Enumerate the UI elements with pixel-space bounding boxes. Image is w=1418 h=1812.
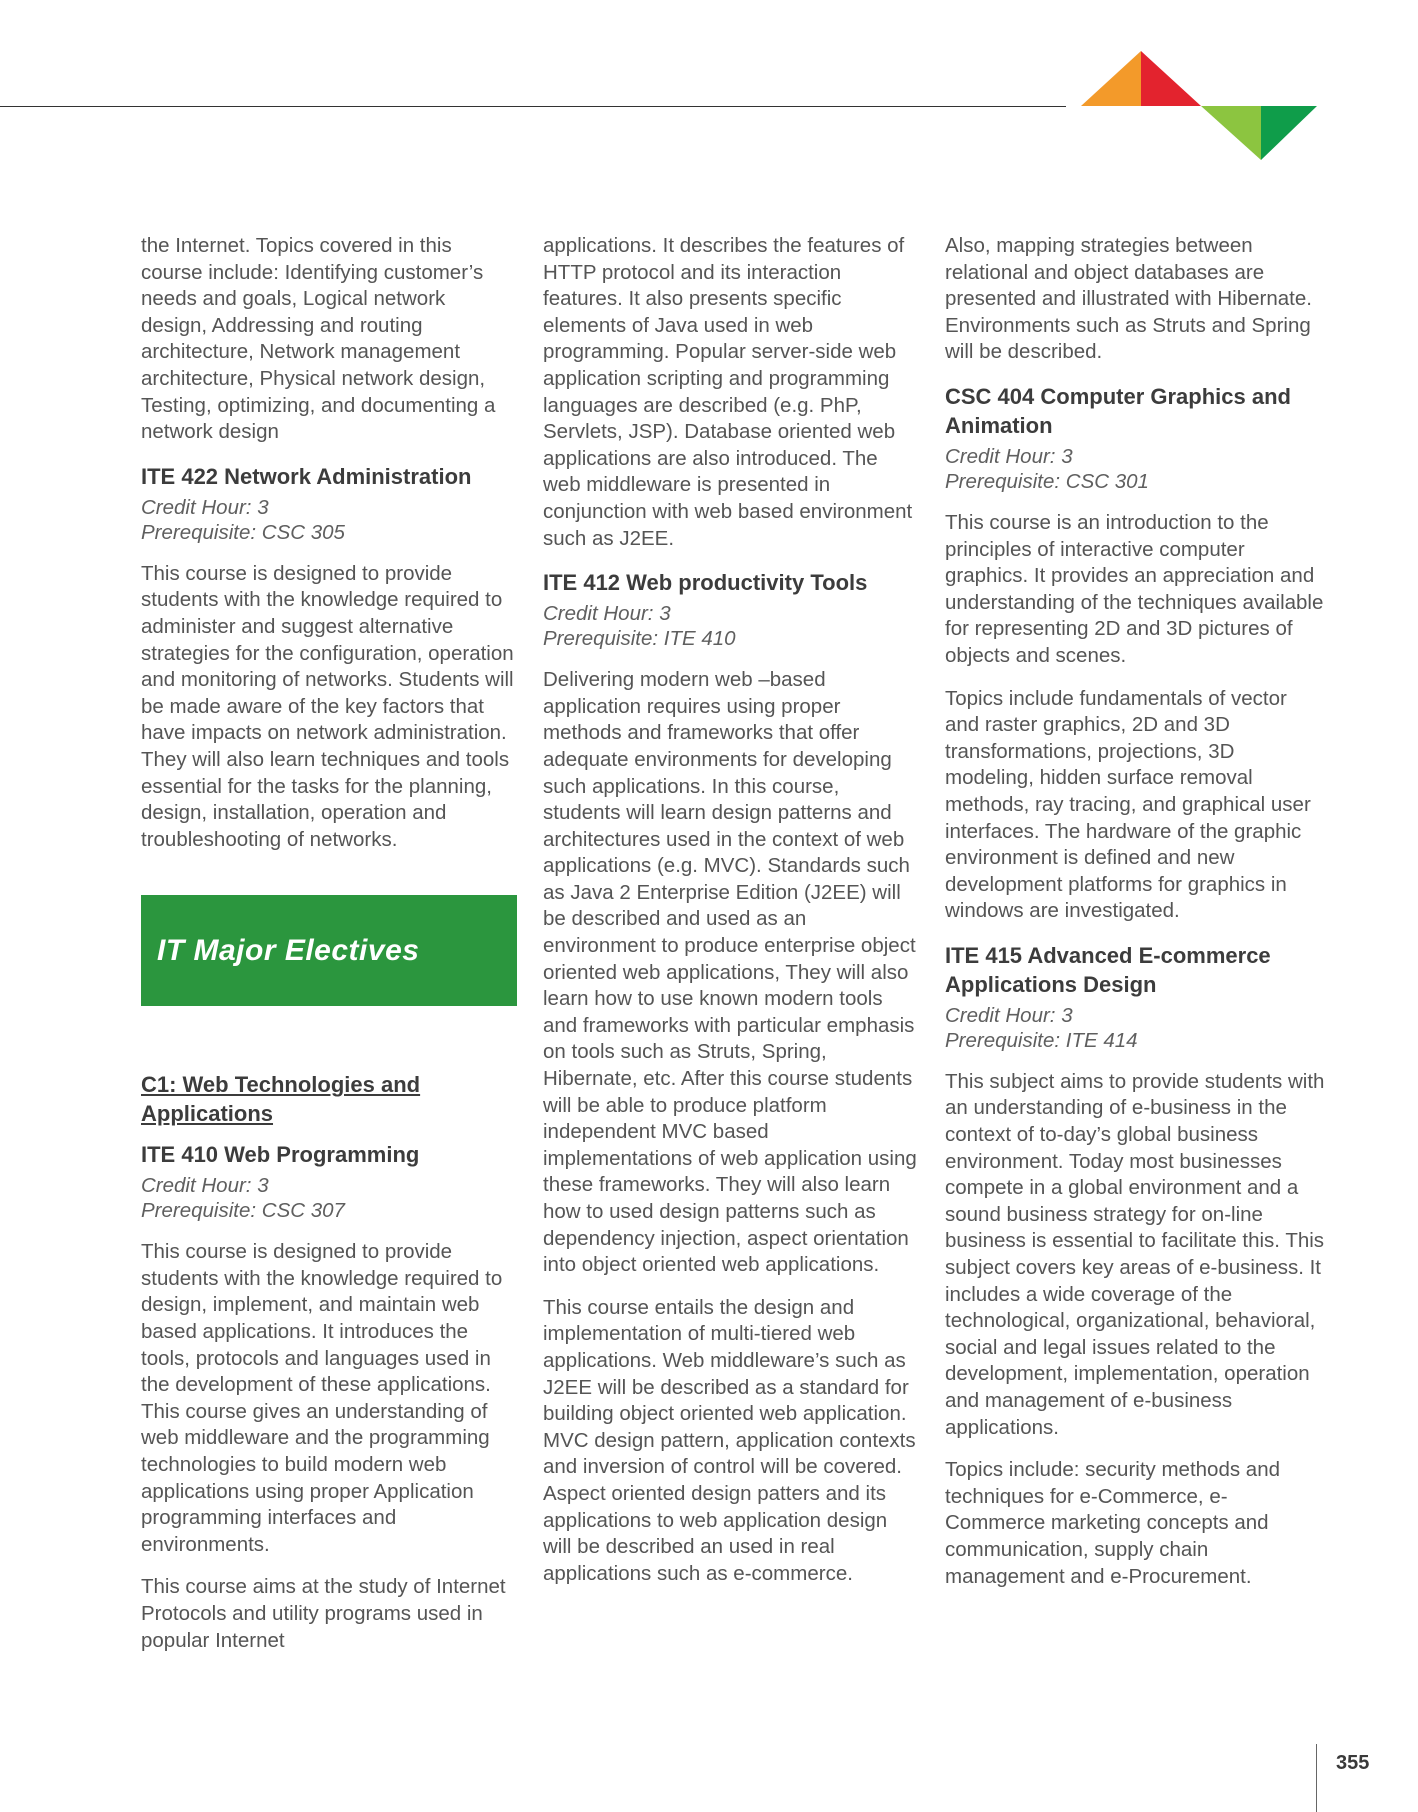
ite422-title: ITE 422 Network Administration [141, 463, 472, 489]
ite415-credit: Credit Hour: 3 [945, 1003, 1073, 1027]
csc404-credit: Credit Hour: 3 [945, 444, 1073, 468]
ite410-prereq: Prerequisite: CSC 307 [141, 1199, 345, 1223]
ite412-credit: Credit Hour: 3 [543, 602, 671, 626]
column-3 [945, 233, 1325, 1606]
column-1 [141, 233, 517, 1670]
csc404-prereq: Prerequisite: CSC 301 [945, 469, 1149, 493]
ite412-prereq: Prerequisite: ITE 410 [543, 627, 736, 651]
ite422-prereq: Prerequisite: CSC 305 [141, 520, 345, 544]
ite410-description-2: This course aims at the study of Internet Protocols and utility programs used in popular Internet [141, 1575, 506, 1652]
csc404-description-2: Topics include fundamentals of vector and raster graphics, 2D and 3D transformations, projections, 3D modeling, hidden surface removal methods, ray tracing, and graphical user interfaces. The hardware of the graphic environment is defined and new development platforms for graphics in windows are investigated. [945, 686, 1311, 923]
section-title: C1: Web Technologies and Applications [141, 1072, 421, 1127]
col2-intro-paragraph: applications. It describes the features of HTTP protocol and its interaction features. It also presents specific elements of Java used in web programming. Popular server-side web application scripting and programming languages are described (e.g. PhP, Servlets, JSP). Database oriented web applications are also introduced. The web middleware is presented in conjunction with web based environment such as J2EE. [543, 234, 913, 550]
ite410-title: ITE 410 Web Programming [141, 1142, 420, 1168]
ite410-description-1: This course is designed to provide students with the knowledge required to design, implement, and maintain web based applications. It introduces the tools, protocols and languages used in the development of these applications. This course gives an understanding of web middleware and the programming technologies to build modern web applications using proper Application programming interfaces and environments. [141, 1240, 503, 1556]
banner-title: IT Major Electives [157, 933, 420, 967]
it-major-electives-banner [141, 895, 517, 1006]
csc404-meta [945, 444, 1325, 494]
logo-red-triangle [1141, 51, 1201, 106]
page-number: 355 [1336, 1752, 1370, 1774]
col1-intro-paragraph: the Internet. Topics covered in this course include: Identifying customer’s needs and goals, Logical network design, Addressing and routing architecture, Network management architecture, Physical network design, Testing, optimizing, and documenting a network design [141, 234, 496, 444]
triangle-logo-icon [1080, 50, 1320, 165]
ite415-description-1: This subject aims to provide students with an understanding of e-business in the context of to-day’s global business environment. Today most businesses compete in a global environment and a sound business strategy for on-line business is essential to facilitate this. This subject covers key areas of e-business. It includes a wide coverage of the technological, organizational, behavioral, social and legal issues related to the development, implementation, operation and management of e-business applications. [945, 1069, 1325, 1439]
ite415-description-2: Topics include: security methods and techniques for e-Commerce, e-Commerce marketing concepts and communication, supply chain management and e-Procurement. [945, 1458, 1281, 1588]
ite412-title: ITE 412 Web productivity Tools [543, 570, 868, 596]
page-number-divider [1316, 1744, 1317, 1812]
logo-green-triangle [1261, 106, 1317, 160]
ite415-title: ITE 415 Advanced E-commerce Applications Design [945, 942, 1271, 997]
ite422-meta [141, 495, 517, 545]
column-2 [543, 233, 919, 1603]
ite415-prereq: Prerequisite: ITE 414 [945, 1028, 1138, 1052]
logo-orange-triangle [1081, 51, 1141, 106]
ite412-description-2: This course entails the design and implementation of multi-tiered web applications. Web middleware’s such as J2EE will be described as a standard for building object oriented web application. MVC design pattern, application contexts and inversion of control will be covered. Aspect oriented design patters and its applications to web application design will be described an used in real applications such as e-commerce. [543, 1295, 916, 1585]
ite415-meta [945, 1003, 1325, 1053]
csc404-title: CSC 404 Computer Graphics and Animation [945, 383, 1291, 438]
ite410-meta [141, 1173, 517, 1223]
header-rule [0, 106, 1066, 107]
ite422-description: This course is designed to provide students with the knowledge required to administer and suggest alternative strategies for the configuration, operation and monitoring of networks. Students will be made aware of the key factors that have impacts on network administration. They will also learn techniques and tools essential for the tasks for the planning, design, installation, operation and troubleshooting of networks. [141, 561, 514, 851]
csc404-description-1: This course is an introduction to the principles of interactive computer graphics. It provides an appreciation and understanding of the techniques available for representing 2D and 3D pictures of objects and scenes. [945, 510, 1324, 667]
ite422-credit: Credit Hour: 3 [141, 495, 269, 519]
ite410-credit: Credit Hour: 3 [141, 1174, 269, 1198]
ite412-description-1: Delivering modern web –based application requires using proper methods and frameworks that offer adequate environments for developing such applications. In this course, students will learn design patterns and architectures used in the context of web applications (e.g. MVC). Standards such as Java 2 Enterprise Edition (J2EE) will be described and used as an environment to produce enterprise object oriented web applications, They will also learn how to use known modern tools and frameworks with particular emphasis on tools such as Struts, Spring, Hibernate, etc. After this course students will be able to produce platform independent MVC based implementations of web application using these frameworks. They will also learn how to used design patterns such as dependency injection, aspect orientation into object oriented web applications. [543, 668, 917, 1277]
ite412-meta [543, 601, 919, 651]
col3-intro-paragraph: Also, mapping strategies between relational and object databases are presented and illustrated with Hibernate. Environments such as Struts and Spring will be described. [945, 234, 1312, 364]
logo-lightgreen-triangle [1201, 106, 1261, 160]
